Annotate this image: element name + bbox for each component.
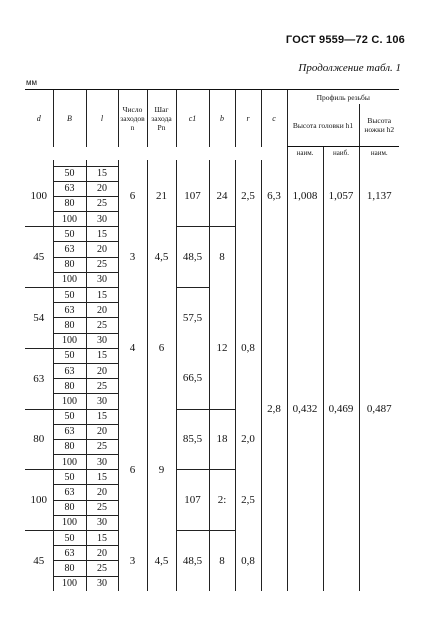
- c-cell: 2,8: [261, 227, 287, 591]
- col-header-c: c: [261, 90, 287, 147]
- B-cell: 63: [53, 424, 86, 439]
- l-cell: 20: [86, 485, 118, 500]
- h1-min-header: наим.: [287, 147, 323, 160]
- b-cell: 2:: [209, 470, 235, 531]
- l-cell: 30: [86, 333, 118, 348]
- B-cell: 50: [53, 409, 86, 424]
- unit-label: мм: [26, 78, 37, 87]
- c1-cell: 107: [176, 470, 209, 531]
- d-cell: 45: [25, 227, 53, 288]
- h1-min-cell: 0,432: [287, 227, 323, 591]
- l-cell: 25: [86, 379, 118, 394]
- B-cell: 100: [53, 515, 86, 530]
- l-cell: 15: [86, 348, 118, 363]
- B-cell: 63: [53, 303, 86, 318]
- B-cell: 80: [53, 318, 86, 333]
- B-cell: 63: [53, 181, 86, 196]
- B-cell: 50: [53, 288, 86, 303]
- B-cell: 50: [53, 348, 86, 363]
- l-cell: 25: [86, 318, 118, 333]
- B-cell: 50: [53, 227, 86, 242]
- c1-cell: 57,5: [176, 288, 209, 349]
- B-cell: 80: [53, 379, 86, 394]
- page-header: [0, 0, 427, 90]
- col-header-d: d: [25, 90, 53, 147]
- b-cell: 8: [209, 531, 235, 591]
- h2-min-header: наим.: [359, 147, 399, 160]
- c-cell: 6,3: [261, 166, 287, 227]
- b-cell: 8: [209, 227, 235, 288]
- lead-cell: 9: [147, 409, 176, 531]
- B-cell: 80: [53, 439, 86, 454]
- B-cell: 63: [53, 363, 86, 378]
- B-cell: 80: [53, 500, 86, 515]
- r-cell: [235, 227, 261, 288]
- B-cell: 50: [53, 166, 86, 181]
- r-cell: 0,8: [235, 531, 261, 591]
- B-cell: 80: [53, 257, 86, 272]
- l-cell: 20: [86, 363, 118, 378]
- b-cell: 18: [209, 409, 235, 470]
- l-cell: 15: [86, 227, 118, 242]
- B-cell: 100: [53, 212, 86, 227]
- l-cell: 20: [86, 303, 118, 318]
- d-cell: 100: [25, 470, 53, 531]
- b-cell: 24: [209, 166, 235, 227]
- standard-number: ГОСТ 9559—72 С. 106: [285, 34, 405, 46]
- l-cell: 25: [86, 439, 118, 454]
- thread-starts-cell: 6: [118, 409, 147, 531]
- r-cell: 2,0: [235, 409, 261, 470]
- l-cell: 20: [86, 424, 118, 439]
- l-cell: 20: [86, 181, 118, 196]
- col-header-h1: Высота головки h1: [287, 104, 359, 147]
- l-cell: 15: [86, 470, 118, 485]
- l-cell: 15: [86, 166, 118, 181]
- B-cell: 80: [53, 561, 86, 576]
- B-cell: 50: [53, 470, 86, 485]
- B-cell: 50: [53, 531, 86, 546]
- lead-cell: 21: [147, 166, 176, 227]
- h2-min-cell: 1,137: [359, 166, 399, 227]
- h1-max-cell: 0,469: [323, 227, 359, 591]
- col-header-pn: Шаг захода Pn: [147, 90, 176, 147]
- B-cell: 63: [53, 485, 86, 500]
- thread-dimensions-table: [25, 89, 399, 591]
- c1-cell: 48,5: [176, 531, 209, 591]
- B-cell: 63: [53, 546, 86, 561]
- B-cell: 100: [53, 272, 86, 287]
- col-header-r: r: [235, 90, 261, 147]
- d-cell: 63: [25, 348, 53, 409]
- d-cell: 45: [25, 531, 53, 591]
- col-header-h2: Высота ножки h2: [359, 104, 399, 147]
- B-cell: 80: [53, 196, 86, 211]
- table-row: [25, 227, 399, 242]
- col-header-c1: c1: [176, 90, 209, 147]
- col-header-n: Число заходов n: [118, 90, 147, 147]
- thread-starts-cell: 4: [118, 288, 147, 410]
- c1-cell: 66,5: [176, 348, 209, 409]
- l-cell: 20: [86, 242, 118, 257]
- l-cell: 15: [86, 531, 118, 546]
- col-header-b: b: [209, 90, 235, 147]
- table-continuation-note: Продолжение табл. 1: [298, 62, 401, 74]
- l-cell: 30: [86, 576, 118, 591]
- r-cell: 2,5: [235, 470, 261, 531]
- r-cell: 0,8: [235, 288, 261, 410]
- col-header-l: l: [86, 90, 118, 147]
- c1-cell: 107: [176, 166, 209, 227]
- l-cell: 15: [86, 409, 118, 424]
- thread-starts-cell: 3: [118, 531, 147, 591]
- h2-min-cell: 0,487: [359, 227, 399, 591]
- d-cell: 80: [25, 409, 53, 470]
- col-header-B: B: [53, 90, 86, 147]
- h1-min-cell: 1,008: [287, 166, 323, 227]
- l-cell: 20: [86, 546, 118, 561]
- B-cell: 100: [53, 394, 86, 409]
- l-cell: 30: [86, 515, 118, 530]
- lead-cell: 4,5: [147, 227, 176, 288]
- thread-starts-cell: 3: [118, 227, 147, 288]
- B-cell: 100: [53, 455, 86, 470]
- thread-starts-cell: 6: [118, 166, 147, 227]
- lead-cell: 4,5: [147, 531, 176, 591]
- l-cell: 25: [86, 196, 118, 211]
- l-cell: 25: [86, 561, 118, 576]
- l-cell: 30: [86, 455, 118, 470]
- B-cell: 100: [53, 333, 86, 348]
- d-cell: 54: [25, 288, 53, 349]
- l-cell: 15: [86, 288, 118, 303]
- lead-cell: 6: [147, 288, 176, 410]
- B-cell: 100: [53, 576, 86, 591]
- c1-cell: 85,5: [176, 409, 209, 470]
- l-cell: 25: [86, 257, 118, 272]
- B-cell: 63: [53, 242, 86, 257]
- r-cell: 2,5: [235, 166, 261, 227]
- table-body: [25, 166, 399, 591]
- d-cell: 100: [30, 190, 47, 203]
- l-cell: 30: [86, 272, 118, 287]
- table-row: [25, 166, 399, 181]
- col-header-profile: Профиль резьбы: [287, 90, 399, 105]
- l-cell: 30: [86, 212, 118, 227]
- b-cell: 12: [209, 288, 235, 410]
- l-cell: 30: [86, 394, 118, 409]
- h1-max-cell: 1,057: [323, 166, 359, 227]
- l-cell: 25: [86, 500, 118, 515]
- c1-cell: 48,5: [176, 227, 209, 288]
- h1-max-header: наиб.: [323, 147, 359, 160]
